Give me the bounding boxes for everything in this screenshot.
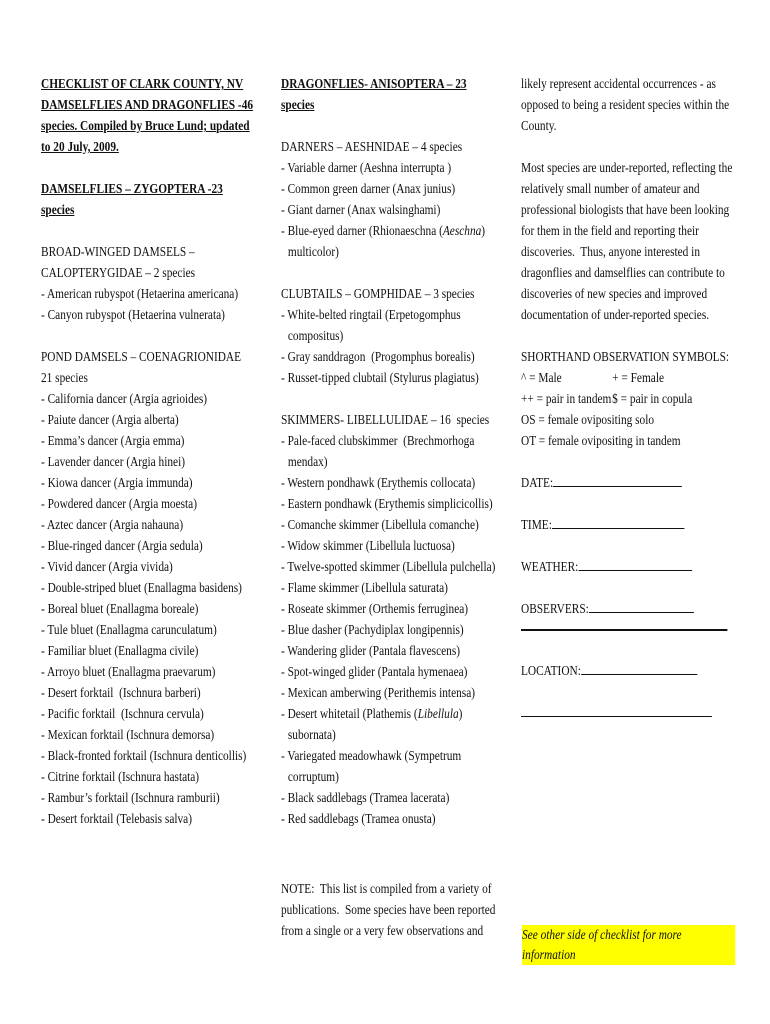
weather-label: WEATHER:	[521, 559, 579, 574]
aeshnidae-heading: DARNERS – AESHNIDAE – 4 species	[281, 139, 463, 154]
species-item: - Giant darner (Anax walsinghami)	[281, 202, 441, 217]
note-paragraph	[281, 878, 496, 941]
weather-blank[interactable]	[578, 556, 692, 571]
checklist-title	[41, 73, 254, 157]
see-other-side-note	[522, 925, 735, 965]
species-item-cont: subornata)	[287, 727, 336, 742]
note-line: publications. Some species have been reported	[281, 902, 496, 917]
anisoptera-heading-line: species	[281, 97, 315, 112]
note-line: NOTE: This list is compiled from a variety of	[281, 881, 492, 896]
title-line: species. Compiled by Bruce Lund; updated	[41, 118, 250, 133]
species-item: - Vivid dancer (Argia vivida)	[41, 559, 173, 574]
zygoptera-heading-line: species	[41, 202, 75, 217]
paragraph-line: professional biologists that have been looking	[521, 202, 730, 217]
note-line: County.	[521, 118, 557, 133]
species-genus-italic: Aeschna	[442, 223, 482, 238]
paragraph-line: discoveries of new species and improved	[521, 286, 708, 301]
species-item: - Powdered dancer (Argia moesta)	[41, 496, 197, 511]
note-line: likely represent accidental occurrences - as	[521, 76, 716, 91]
libellulidae-list	[281, 430, 496, 829]
note-line: opposed to being a resident species within the	[521, 97, 730, 112]
species-item: - Eastern pondhawk (Erythemis simplicicollis)	[281, 496, 493, 511]
symbols-row	[521, 388, 731, 409]
species-item: - Lavender dancer (Argia hinei)	[41, 454, 186, 469]
observers-blank[interactable]	[589, 598, 694, 613]
species-item: - Common green darner (Anax junius)	[281, 181, 456, 196]
observers-field[interactable]	[521, 598, 731, 619]
species-item: - Canyon rubyspot (Hetaerina vulnerata)	[41, 307, 225, 322]
title-line: CHECKLIST OF CLARK COUNTY, NV	[41, 76, 244, 91]
symbols-section	[521, 346, 731, 451]
symbol-copula: $ = pair in copula	[612, 391, 693, 406]
species-item: - Blue dasher (Pachydiplax longipennis)	[281, 622, 464, 637]
species-item: - Comanche skimmer (Libellula comanche)	[281, 517, 479, 532]
species-item	[281, 220, 496, 241]
paragraph-line: Most species are under-reported, reflecting the	[521, 160, 733, 175]
species-text: )	[481, 223, 486, 238]
species-text: - Desert whitetail (Plathemis (	[281, 706, 418, 721]
species-item: - Gray sanddragon (Progomphus borealis)	[281, 349, 475, 364]
species-item: - Black-fronted forktail (Ischnura denticollis)	[41, 748, 247, 763]
species-item: - Kiowa dancer (Argia immunda)	[41, 475, 193, 490]
symbol-tandem: ++ = pair in tandem	[521, 391, 612, 406]
paragraph-line: documentation of under-reported species.	[521, 307, 710, 322]
species-item: - Russet-tipped clubtail (Stylurus plagiatus)	[281, 370, 479, 385]
paragraph-line: for them in the field and reporting their	[521, 223, 699, 238]
anisoptera-heading	[281, 73, 496, 115]
symbols-row	[521, 367, 731, 388]
underreported-paragraph	[521, 157, 731, 325]
observers-label: OBSERVERS:	[521, 601, 589, 616]
species-item: - Variable darner (Aeshna interrupta )	[281, 160, 452, 175]
species-item: - Widow skimmer (Libellula luctuosa)	[281, 538, 455, 553]
libellulidae-heading: SKIMMERS- LIBELLULIDAE – 16 species	[281, 412, 490, 427]
species-item: - Rambur’s forktail (Ischnura ramburii)	[41, 790, 220, 805]
column-middle	[281, 73, 496, 829]
species-item	[281, 703, 496, 724]
time-label: TIME:	[521, 517, 552, 532]
family-heading-line: CALOPTERYGIDAE – 2 species	[41, 265, 196, 280]
species-text: - Blue-eyed darner (Rhionaeschna (	[281, 223, 443, 238]
species-item: - Desert forktail (Ischnura barberi)	[41, 685, 201, 700]
species-item: - Pacific forktail (Ischnura cervula)	[41, 706, 204, 721]
species-item: - Aztec dancer (Argia nahauna)	[41, 517, 184, 532]
location-blank-2[interactable]	[521, 702, 712, 717]
anisoptera-heading-line: DRAGONFLIES- ANISOPTERA – 23	[281, 76, 467, 91]
species-item: - Western pondhawk (Erythemis collocata)	[281, 475, 476, 490]
species-item: - Emma’s dancer (Argia emma)	[41, 433, 185, 448]
date-blank[interactable]	[553, 472, 682, 487]
paragraph-line: dragonflies and damselflies can contribute to	[521, 265, 725, 280]
species-item: - Red saddlebags (Tramea onusta)	[281, 811, 436, 826]
note-continuation	[521, 73, 731, 136]
coenagrionidae-list	[41, 388, 247, 829]
time-blank[interactable]	[552, 514, 684, 529]
symbol-male: ^ = Male	[521, 370, 562, 385]
species-item: - Blue-ringed dancer (Argia sedula)	[41, 538, 203, 553]
column-left	[41, 73, 254, 829]
time-field[interactable]	[521, 514, 731, 535]
species-item: - Roseate skimmer (Orthemis ferruginea)	[281, 601, 469, 616]
symbol-os: OS = female ovipositing solo	[521, 412, 655, 427]
species-item: - Tule bluet (Enallagma carunculatum)	[41, 622, 217, 637]
zygoptera-heading	[41, 178, 247, 220]
calopterygidae-heading	[41, 241, 247, 283]
species-item: - Spot-winged glider (Pantala hymenaea)	[281, 664, 468, 679]
symbol-ot: OT = female ovipositing in tandem	[521, 433, 681, 448]
species-item: - Mexican forktail (Ischnura demorsa)	[41, 727, 215, 742]
species-item: - Wandering glider (Pantala flavescens)	[281, 643, 461, 658]
species-item-cont: compositus)	[287, 328, 344, 343]
zygoptera-heading-line: DAMSELFLIES – ZYGOPTERA -23	[41, 181, 223, 196]
species-item: - Double-striped bluet (Enallagma basidens)	[41, 580, 242, 595]
paragraph-line: discoveries. Thus, anyone interested in	[521, 244, 701, 259]
note-line: from a single or a very few observations and	[281, 923, 484, 938]
aeshnidae-list	[281, 157, 496, 262]
species-item: - Flame skimmer (Libellula saturata)	[281, 580, 448, 595]
location-field[interactable]	[521, 660, 731, 681]
weather-field[interactable]	[521, 556, 731, 577]
species-item: - Boreal bluet (Enallagma boreale)	[41, 601, 199, 616]
symbols-heading: SHORTHAND OBSERVATION SYMBOLS:	[521, 349, 730, 364]
calopterygidae-list	[41, 283, 247, 325]
species-item: - Paiute dancer (Argia alberta)	[41, 412, 179, 427]
species-item: - Black saddlebags (Tramea lacerata)	[281, 790, 450, 805]
date-label: DATE:	[521, 475, 554, 490]
species-item: - Arroyo bluet (Enallagma praevarum)	[41, 664, 216, 679]
gomphidae-list	[281, 304, 496, 388]
column-right	[521, 73, 731, 723]
species-item: - California dancer (Argia agrioides)	[41, 391, 208, 406]
location-blank[interactable]	[581, 660, 697, 675]
species-item: - Citrine forktail (Ischnura hastata)	[41, 769, 200, 784]
species-item: - American rubyspot (Hetaerina americana)	[41, 286, 239, 301]
family-heading-line: BROAD-WINGED DAMSELS –	[41, 244, 195, 259]
species-item-cont: mendax)	[287, 454, 328, 469]
symbol-female: + = Female	[612, 370, 665, 385]
species-item-cont: multicolor)	[287, 244, 339, 259]
species-item: - Twelve-spotted skimmer (Libellula pulchella)	[281, 559, 496, 574]
title-line: DAMSELFLIES AND DRAGONFLIES -46	[41, 97, 254, 112]
family-heading-line: 21 species	[41, 370, 88, 385]
species-item: - Mexican amberwing (Perithemis intensa)	[281, 685, 476, 700]
location-blank-line[interactable]	[521, 702, 731, 723]
coenagrionidae-heading	[41, 346, 247, 388]
observers-extra-line[interactable]	[521, 629, 727, 631]
location-label: LOCATION:	[521, 663, 581, 678]
species-item: - Pale-faced clubskimmer (Brechmorhoga	[281, 433, 475, 448]
species-item: - Variegated meadowhawk (Sympetrum	[281, 748, 462, 763]
species-item: - Desert forktail (Telebasis salva)	[41, 811, 192, 826]
title-line: to 20 July, 2009.	[41, 139, 119, 154]
see-other-side-text: See other side of checklist for more information	[522, 925, 735, 965]
paragraph-line: relatively small number of amateur and	[521, 181, 700, 196]
species-item: - White-belted ringtail (Erpetogomphus	[281, 307, 461, 322]
species-item: - Familiar bluet (Enallagma civile)	[41, 643, 199, 658]
family-heading-line: POND DAMSELS – COENAGRIONIDAE	[41, 349, 242, 364]
gomphidae-heading: CLUBTAILS – GOMPHIDAE – 3 species	[281, 286, 475, 301]
species-text: )	[458, 706, 463, 721]
species-item-cont: corruptum)	[287, 769, 339, 784]
species-genus-italic: Libellula	[417, 706, 459, 721]
date-field[interactable]	[521, 472, 731, 493]
